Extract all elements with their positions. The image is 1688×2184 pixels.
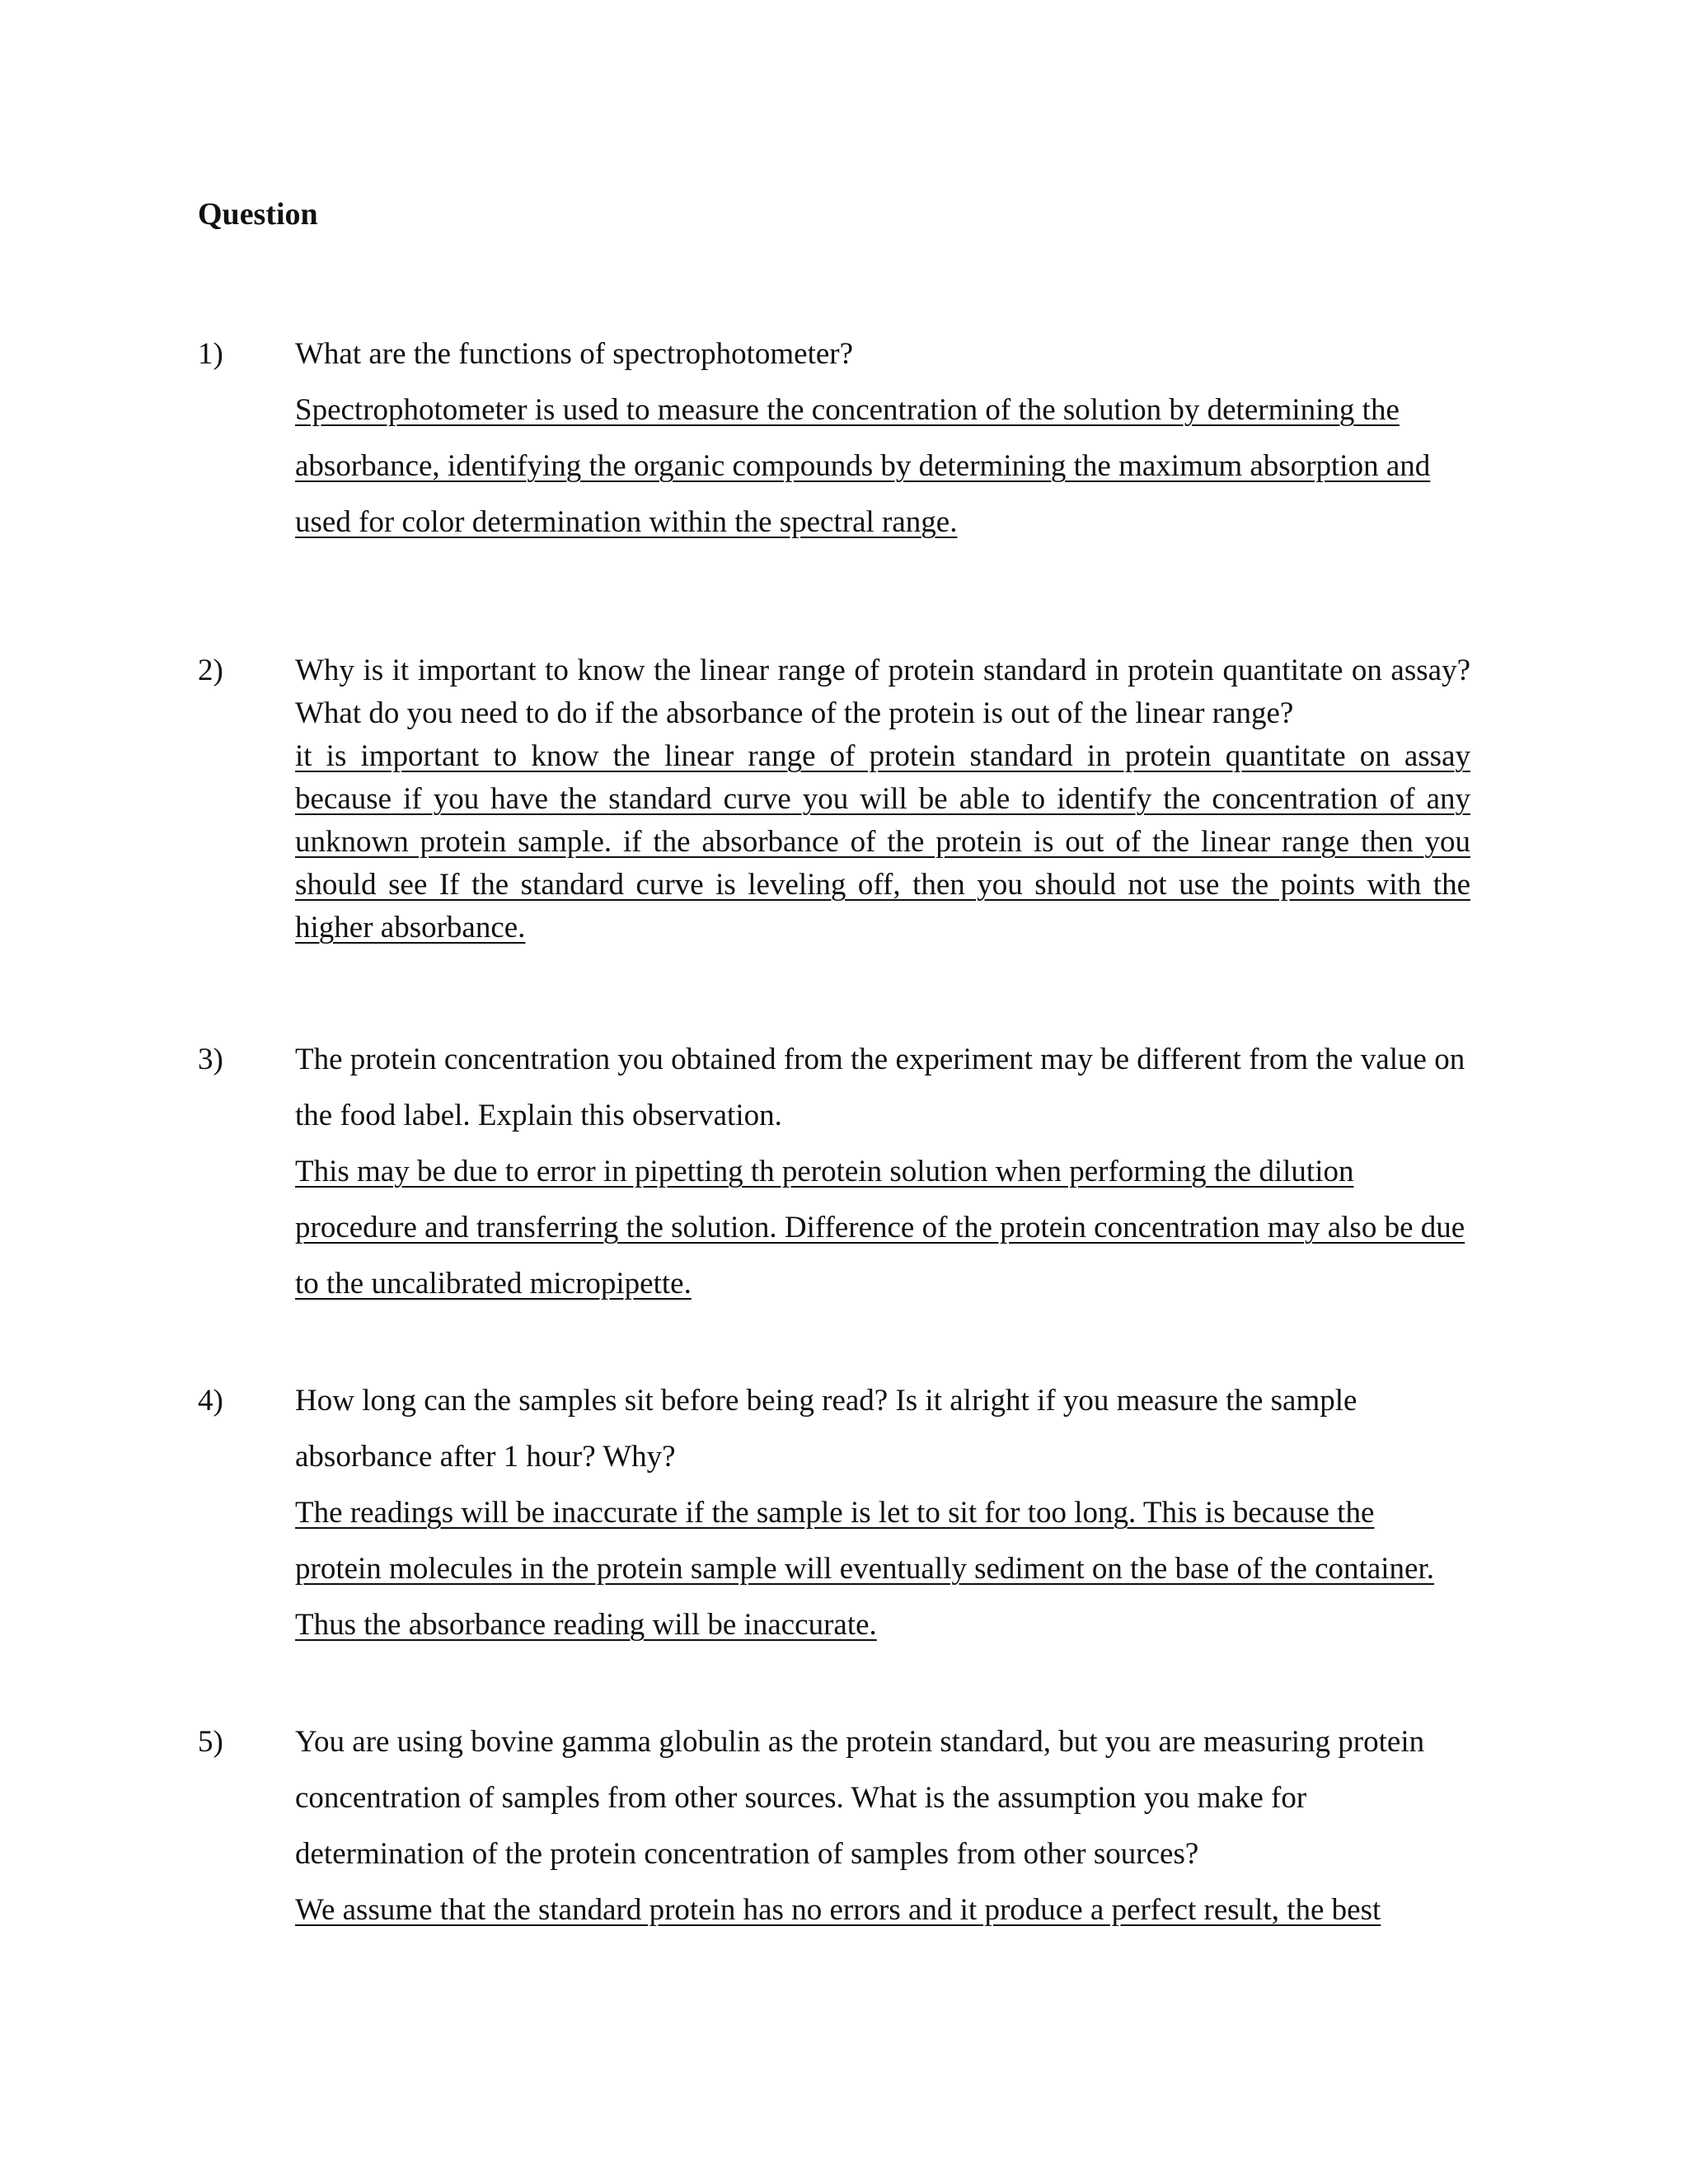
page-heading: Question [198, 197, 318, 232]
question-text: The protein concentration you obtained from the experiment may be different from the value on the food label. Explain this observation. [295, 1043, 1465, 1132]
answer-text: This may be due to error in pipetting th perotein solution when performing the dilution procedure and transferring the solution. Difference of the protein concentration may also be due to the uncalibrated micropipette. [295, 1155, 1465, 1301]
answer-text: Spectrophotometer is used to measure the concentration of the solution by determining the absorbance, identifying the organic compounds by determining the maximum absorption and used for color determination within the spectral range. [295, 393, 1431, 539]
question-text: What are the functions of spectrophotometer? [295, 337, 854, 371]
question-number: 3) [198, 1043, 223, 1076]
question-text: How long can the samples sit before being read? Is it alright if you measure the sample absorbance after 1 hour? Why? [295, 1384, 1357, 1474]
question-number: 5) [198, 1725, 223, 1759]
question-number: 4) [198, 1384, 223, 1418]
answer-text: We assume that the standard protein has no errors and it produce a perfect result, the best [295, 1893, 1381, 1927]
question-number: 1) [198, 337, 223, 371]
question-number: 2) [198, 654, 223, 687]
question-text: Why is it important to know the linear range of protein standard in protein quantitate on assay? What do you need to do if the absorbance of the protein is out of the linear range? [295, 654, 1470, 730]
question-text: You are using bovine gamma globulin as the protein standard, but you are measuring protein concentration of samples from other sources. What is the assumption you make for determination of the protein concentration of samples from other sources? [295, 1725, 1425, 1871]
answer-text: The readings will be inaccurate if the sample is let to sit for too long. This is because the protein molecules in the protein sample will eventually sediment on the base of the container. Thus the absorbance reading will be inaccurate. [295, 1496, 1434, 1642]
answer-text: it is important to know the linear range of protein standard in protein quantitate on assay because if you have the standard curve you will be able to identify the concentration of any unknown protein sample. if the absorbance of the protein is out of the linear range then you should see If the standard curve is leveling off, then you should not use the points with the higher absorbance. [295, 739, 1470, 944]
